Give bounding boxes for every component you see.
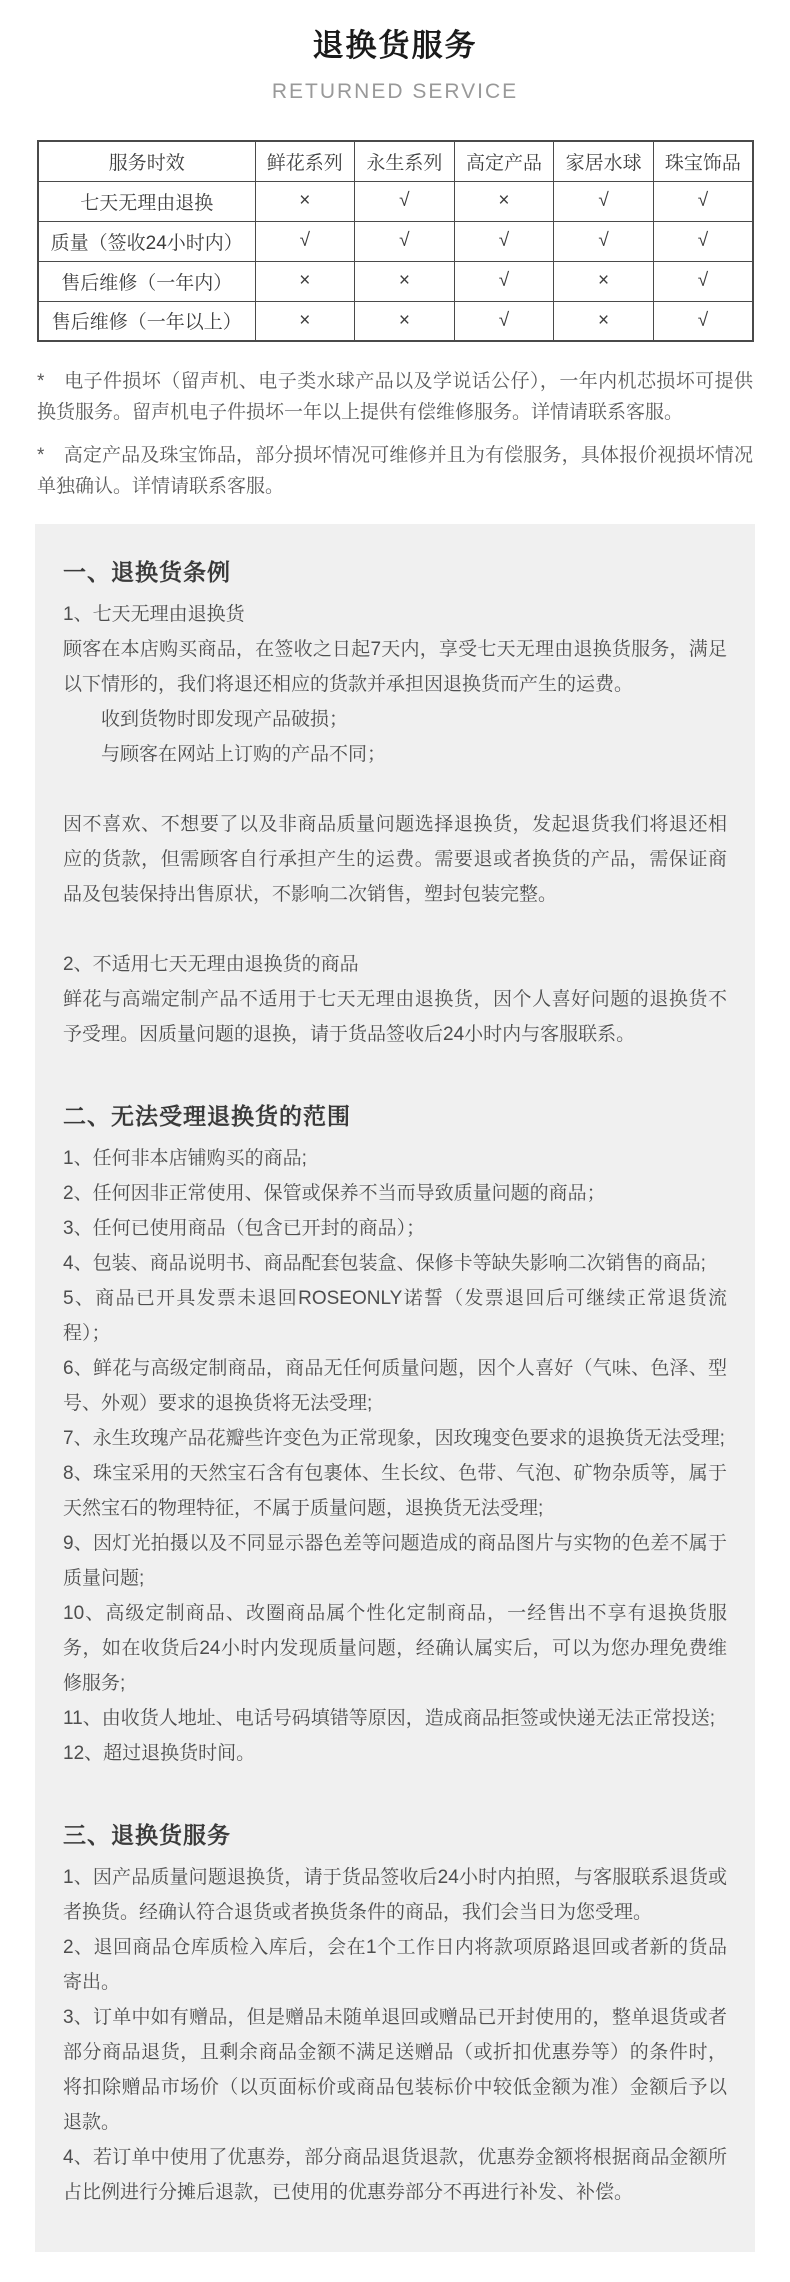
table-row	[38, 301, 753, 341]
policy-paragraph: 3、任何已使用商品（包含已开封的商品）；	[63, 1218, 426, 1239]
cross-mark: ×	[255, 261, 355, 301]
policy-panel	[35, 524, 755, 2252]
footnote: * 电子件损坏（留声机、电子类水球产品以及学说话公仔），一年内机芯损坏可提供换货服务。留声机电子件损坏一年以上提供有偿维修服务。详情请联系客服。	[37, 371, 753, 423]
row-label: 售后维修（一年以上）	[38, 301, 255, 341]
policy-paragraph: 2、任何因非正常使用、保管或保养不当而导致质量问题的商品；	[63, 1183, 606, 1204]
check-mark: √	[653, 181, 753, 221]
col-header-series: 高定产品	[454, 141, 554, 181]
col-header-series: 家居水球	[554, 141, 654, 181]
row-label: 售后维修（一年内）	[38, 261, 255, 301]
policy-paragraph: 11、由收货人地址、电话号码填错等原因，造成商品拒签或快递无法正常投送;	[63, 1708, 716, 1729]
policy-paragraph: 2、退回商品仓库质检入库后，会在1个工作日内将款项原路退回或者新的货品寄出。	[63, 1937, 727, 1993]
policy-paragraph: 12、超过退换货时间。	[63, 1743, 256, 1764]
policy-paragraph: 与顾客在网站上订购的产品不同；	[101, 744, 387, 765]
policy-paragraph: 4、若订单中使用了优惠券，部分商品退货退款，优惠券金额将根据商品金额所占比例进行分摊后退款，已使用的优惠券部分不再进行补发、补偿。	[63, 2147, 727, 2203]
col-header-service-timeliness: 服务时效	[38, 141, 255, 181]
check-mark: √	[355, 181, 455, 221]
check-mark: √	[355, 221, 455, 261]
footnotes	[37, 366, 753, 502]
check-mark: √	[653, 301, 753, 341]
check-mark: √	[554, 221, 654, 261]
row-label: 七天无理由退换	[38, 181, 255, 221]
policy-paragraph: 顾客在本店购买商品，在签收之日起7天内，享受七天无理由退换货服务，满足以下情形的，我们将退还相应的货款并承担因退换货而产生的运费。	[63, 639, 727, 695]
policy-paragraph: 6、鲜花与高级定制商品，商品无任何质量问题，因个人喜好（气味、色泽、型号、外观）要求的退换货将无法受理;	[63, 1358, 727, 1414]
table-row	[38, 261, 753, 301]
section-heading: 一、退换货条例	[63, 559, 231, 585]
check-mark: √	[454, 261, 554, 301]
section-heading: 三、退换货服务	[63, 1822, 231, 1848]
cross-mark: ×	[454, 181, 554, 221]
col-header-series: 珠宝饰品	[653, 141, 753, 181]
table-row	[38, 181, 753, 221]
col-header-series: 永生系列	[355, 141, 455, 181]
policy-section	[63, 1817, 727, 2210]
policy-paragraph: 4、包装、商品说明书、商品配套包装盒、保修卡等缺失影响二次销售的商品;	[63, 1253, 706, 1274]
policy-section	[63, 554, 727, 1052]
page-title: 退换货服务	[312, 28, 478, 63]
policy-paragraph: 7、永生玫瑰产品花瓣些许变色为正常现象，因玫瑰变色要求的退换货无法受理;	[63, 1428, 725, 1449]
table-header-row	[38, 141, 753, 181]
policy-paragraph: 9、因灯光拍摄以及不同显示器色差等问题造成的商品图片与实物的色差不属于质量问题;	[63, 1533, 727, 1589]
policy-paragraph: 1、因产品质量问题退换货，请于货品签收后24小时内拍照，与客服联系退货或者换货。经确认符合退货或者换货条件的商品，我们会当日为您受理。	[63, 1867, 727, 1923]
policy-paragraph: 鲜花与高端定制产品不适用于七天无理由退换货，因个人喜好问题的退换货不予受理。因质量问题的退换，请于货品签收后24小时内与客服联系。	[63, 989, 727, 1045]
check-mark: √	[454, 301, 554, 341]
check-mark: √	[255, 221, 355, 261]
policy-paragraph: 因不喜欢、不想要了以及非商品质量问题选择退换货，发起退货我们将退还相应的货款，但需顾客自行承担产生的运费。需要退或者换货的产品，需保证商品及包装保持出售原状，不影响二次销售，塑封包装完整。	[63, 814, 727, 905]
check-mark: √	[454, 221, 554, 261]
check-mark: √	[554, 181, 654, 221]
policy-paragraph: 2、不适用七天无理由退换货的商品	[63, 954, 359, 975]
cross-mark: ×	[554, 301, 654, 341]
cross-mark: ×	[255, 301, 355, 341]
policy-paragraph: 1、任何非本店铺购买的商品;	[63, 1148, 307, 1169]
cross-mark: ×	[554, 261, 654, 301]
policy-section	[63, 1098, 727, 1771]
section-heading: 二、无法受理退换货的范围	[63, 1103, 351, 1129]
service-timeliness-table	[37, 140, 754, 342]
cross-mark: ×	[355, 261, 455, 301]
policy-paragraph: 5、商品已开具发票未退回ROSEONLY诺誓（发票退回后可继续正常退货流程）；	[63, 1288, 727, 1344]
policy-paragraph: 10、高级定制商品、改圈商品属个性化定制商品，一经售出不享有退换货服务，如在收货后24小时内发现质量问题，经确认属实后，可以为您办理免费维修服务;	[63, 1603, 727, 1694]
page-subtitle: RETURNED SERVICE	[271, 80, 519, 103]
row-label: 质量（签收24小时内）	[38, 221, 255, 261]
policy-paragraph: 收到货物时即发现产品破损；	[101, 709, 349, 730]
col-header-series: 鲜花系列	[255, 141, 355, 181]
policy-paragraph: 1、七天无理由退换货	[63, 604, 245, 625]
policy-paragraph: 8、珠宝采用的天然宝石含有包裹体、生长纹、色带、气泡、矿物杂质等，属于天然宝石的物理特征，不属于质量问题，退换货无法受理;	[63, 1463, 727, 1519]
check-mark: √	[653, 261, 753, 301]
policy-paragraph: 3、订单中如有赠品，但是赠品未随单退回或赠品已开封使用的，整单退货或者部分商品退货，且剩余商品金额不满足送赠品（或折扣优惠券等）的条件时，将扣除赠品市场价（以页面标价或商品包装标价中较低金额为准）金额后予以退款。	[63, 2007, 727, 2133]
table-row	[38, 221, 753, 261]
cross-mark: ×	[255, 181, 355, 221]
footnote: * 高定产品及珠宝饰品，部分损坏情况可维修并且为有偿服务，具体报价视损坏情况单独确认。详情请联系客服。	[37, 445, 753, 497]
check-mark: √	[653, 221, 753, 261]
cross-mark: ×	[355, 301, 455, 341]
